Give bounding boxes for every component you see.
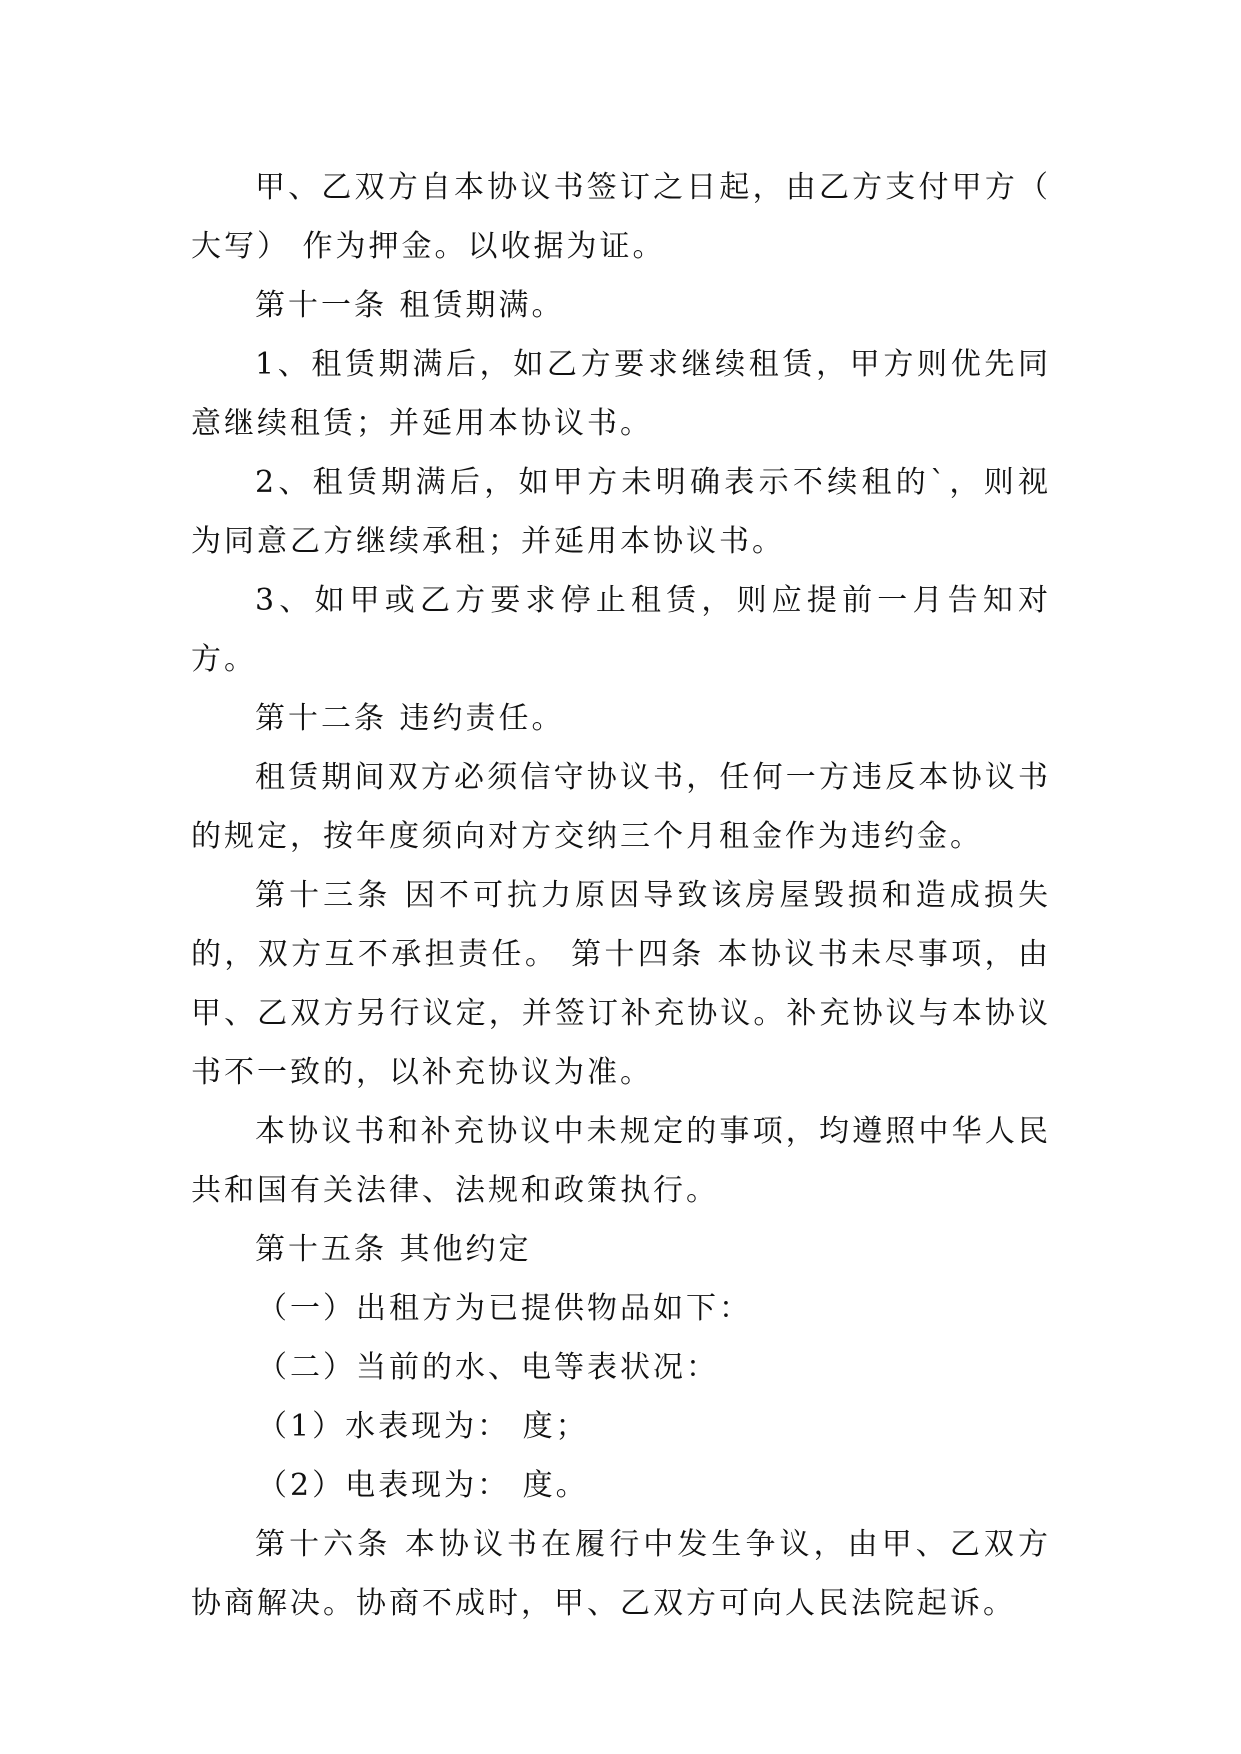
paragraph-renewal-3: 3、如甲或乙方要求停止租赁，则应提前一月告知对方。 (191, 583, 1051, 677)
list-item-provided-items: （一）出租方为已提供物品如下： (257, 1291, 752, 1326)
heading-article-15: 第十五条 其他约定 (255, 1232, 532, 1267)
list-item-electric-meter: （2）电表现为： 度。 (257, 1468, 589, 1503)
paragraph-breach: 租赁期间双方必须信守协议书，任何一方违反本协议书的规定，按年度须向对方交纳三个月租金作为违约金。 (191, 760, 1051, 854)
heading-article-12: 第十二条 违约责任。 (255, 701, 565, 736)
paragraph-article-16: 第十六条 本协议书在履行中发生争议，由甲、乙双方协商解决。协商不成时，甲、乙双方可向人民法院起诉。 (191, 1527, 1051, 1621)
heading-article-11: 第十一条 租赁期满。 (255, 288, 565, 323)
paragraph-renewal-1: 1、租赁期满后，如乙方要求继续租赁，甲方则优先同意继续租赁；并延用本协议书。 (191, 347, 1051, 441)
paragraph-deposit: 甲、乙双方自本协议书签订之日起，由乙方支付甲方（ 大写） 作为押金。以收据为证。 (191, 170, 1051, 264)
list-item-water-meter: （1）水表现为： 度； (257, 1409, 589, 1444)
list-item-meter-status: （二）当前的水、电等表状况： (257, 1350, 719, 1385)
paragraph-renewal-2: 2、租赁期满后，如甲方未明确表示不续租的`，则视为同意乙方继续承租；并延用本协议书。 (191, 465, 1051, 559)
paragraph-applicable-law: 本协议书和补充协议中未规定的事项，均遵照中华人民共和国有关法律、法规和政策执行。 (191, 1114, 1051, 1208)
paragraph-article-13-14: 第十三条 因不可抗力原因导致该房屋毁损和造成损失的，双方互不承担责任。 第十四条 本协议书未尽事项，由甲、乙双方另行议定，并签订补充协议。补充协议与本协议书不一致的，以补充协议为准。 (191, 878, 1051, 1090)
document-body (191, 158, 1051, 1633)
